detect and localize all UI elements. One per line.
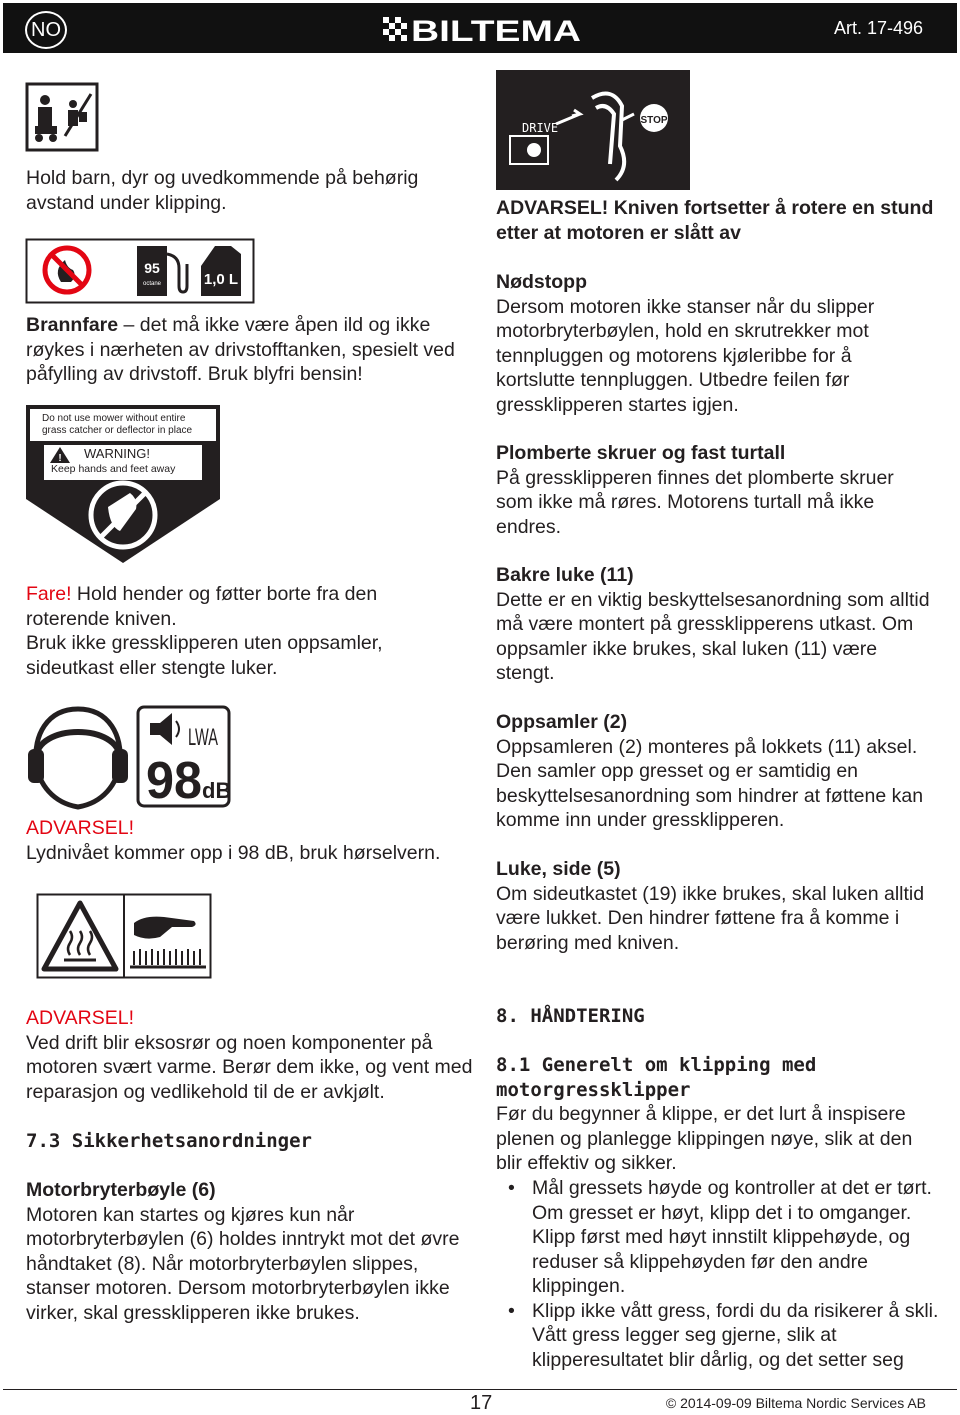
rear-hatch-body: Dette er en viktig beskyttelsesanordning som alltid må være montert på gressklipperens utkast. Om oppsamler ikke brukes, skal luken (11) være stengt. <box>496 588 930 684</box>
handle-title: Motorbryterbøyle (6) <box>26 1179 216 1201</box>
page-number: 17 <box>470 1392 493 1414</box>
collector-section <box>496 710 936 833</box>
danger-body-2: Bruk ikke gressklipperen uten oppsamler, sideutkast eller stengte luker. <box>26 632 383 679</box>
page-header <box>3 3 957 53</box>
list-item: • Klipp ikke vått gress, fordi du da risikerer å skli. Vått gress legger seg gjerne, slik at klipperesultatet blir dårlig, og det setter seg <box>496 1299 940 1373</box>
handle-body: Motoren kan startes og kjøres kun når motorbryterbøylen (6) holdes inntrykt mot det øvre håndtaket (8). Når motorbryterbøylen slippes, stanser motoren. Dersom motorbryterbøylen ikke virker, skal gressklipperen ikke brukes. <box>26 1203 460 1324</box>
stop-label: STOP <box>640 115 668 126</box>
noise-unit: dB <box>202 778 232 803</box>
octane-label: octane <box>142 281 162 287</box>
article-number: Art. 17-496 <box>833 18 923 38</box>
sign-text-line2: grass catcher or deflector in place <box>42 425 193 436</box>
sealed-screws-section <box>496 441 936 539</box>
noise-warning <box>26 816 466 865</box>
fuel-sign <box>25 238 255 304</box>
blade-warning: ADVARSEL! Kniven fortsetter å rotere en stund etter at motoren er slått av <box>496 197 934 244</box>
sign-warning-word: WARNING! <box>84 446 150 461</box>
noise-warning-title: ADVARSEL! <box>26 817 135 839</box>
footer-divider <box>3 1389 957 1390</box>
list-item: • Mål gressets høyde og kontroller at det er tørt. Om gresset er høyt, klipp det i to omganger. Klipp først med høyt innstilt klippehøyde, og reduser så klippehøyden før den andre klippingen. <box>496 1176 940 1299</box>
sealed-screws-body: På gressklipperen finnes det plomberte skruer som ikke må røres. Motorens turtall må ikke endres. <box>496 466 894 538</box>
sign-text-line1: Do not use mower without entire <box>42 413 186 424</box>
side-hatch-title: Luke, side (5) <box>496 858 621 880</box>
fire-warning-title: Brannfare <box>26 314 119 336</box>
side-hatch-section <box>496 857 936 955</box>
hot-warning <box>26 1006 476 1104</box>
rear-hatch-section <box>496 563 936 686</box>
drive-label: DRIVE <box>522 121 559 135</box>
danger-body: Hold hender og føtter borte fra den roterende kniven. <box>26 583 378 630</box>
emergency-stop-body: Dersom motoren ikke stanser når du slipper motorbryterbøylen, hold en skrutrekker mot tennpluggen og motorens kjøleribbe for å kortslutte tennpluggen. Utbedre feilen før gressklipperen startes igjen. <box>496 295 875 416</box>
fire-warning-body: – det må ikke være åpen ild og ikke røykes i nærheten av drivstofftanken, spesielt ved påfylling av drivstoff. Bruk blyfri bensin! <box>26 314 455 385</box>
section-heading-7-3: 7.3 Sikkerhetsanordninger <box>26 1130 312 1152</box>
emergency-stop-section <box>496 270 936 417</box>
noise-warning-body: Lydnivået kommer opp i 98 dB, bruk hørselvern. <box>26 841 441 864</box>
danger-text <box>26 582 466 680</box>
hot-warning-title: ADVARSEL! <box>26 1007 135 1029</box>
svg-text:!: ! <box>58 453 62 464</box>
noise-level-sign <box>136 705 231 808</box>
fire-warning-text <box>26 313 466 387</box>
children-warning-text: Hold barn, dyr og uvedkommende på behørig avstand under klipping. <box>26 167 419 214</box>
fuel-volume: 1,0 L <box>203 271 239 288</box>
drive-stop-sign <box>496 70 690 190</box>
section-heading-8-1: 8.1 Generelt om klipping med motorgressklipper <box>496 1054 817 1101</box>
copyright: © 2014-09-09 Biltema Nordic Services AB <box>665 1395 926 1411</box>
hot-surface-sign <box>36 893 212 979</box>
section-heading-8: 8. HÅNDTERING <box>496 1005 645 1027</box>
emergency-stop-title: Nødstopp <box>496 271 587 293</box>
danger-title: Fare! <box>26 583 72 605</box>
biltema-logo <box>383 13 583 48</box>
hot-warning-body: Ved drift blir eksosrør og noen komponenter på motoren svært varme. Berør dem ikke, og vent med reparasjon og vedlikehold til de er avkjølt. <box>26 1031 473 1103</box>
handle-section <box>26 1178 466 1325</box>
side-hatch-body: Om sideutkastet (19) ikke brukes, skal luken alltid være lukket. Den hindrer føttene fra å komme i berøring med kniven. <box>496 882 925 954</box>
lwa-label: LWA <box>188 724 218 751</box>
octane-value: 95 <box>144 260 160 276</box>
collector-body: Oppsamleren (2) monteres på lokkets (11) aksel. Den samler opp gresset og er samtidig en beskyttelsesanordning som hindrer at føttene kan komme inn under gressklipperen. <box>496 735 924 831</box>
language-badge: NO <box>25 11 67 49</box>
ear-protection-icon <box>26 703 130 813</box>
collector-title: Oppsamler (2) <box>496 711 628 733</box>
noise-value: 98 <box>146 752 202 810</box>
brand-name: BILTEMA <box>411 15 581 48</box>
mowing-tips-list <box>496 1176 940 1372</box>
rear-hatch-title: Bakre luke (11) <box>496 564 634 586</box>
sealed-screws-title: Plomberte skruer og fast turtall <box>496 442 786 464</box>
blade-warning-sign <box>24 403 222 565</box>
general-intro: Før du begynner å klippe, er det lurt å inspisere plenen og planlegge klippingen nøye, slik at den blir effektiv og sikker. <box>496 1103 913 1174</box>
sign-keep-away: Keep hands and feet away <box>51 463 176 475</box>
keep-children-away-icon <box>25 82 99 152</box>
